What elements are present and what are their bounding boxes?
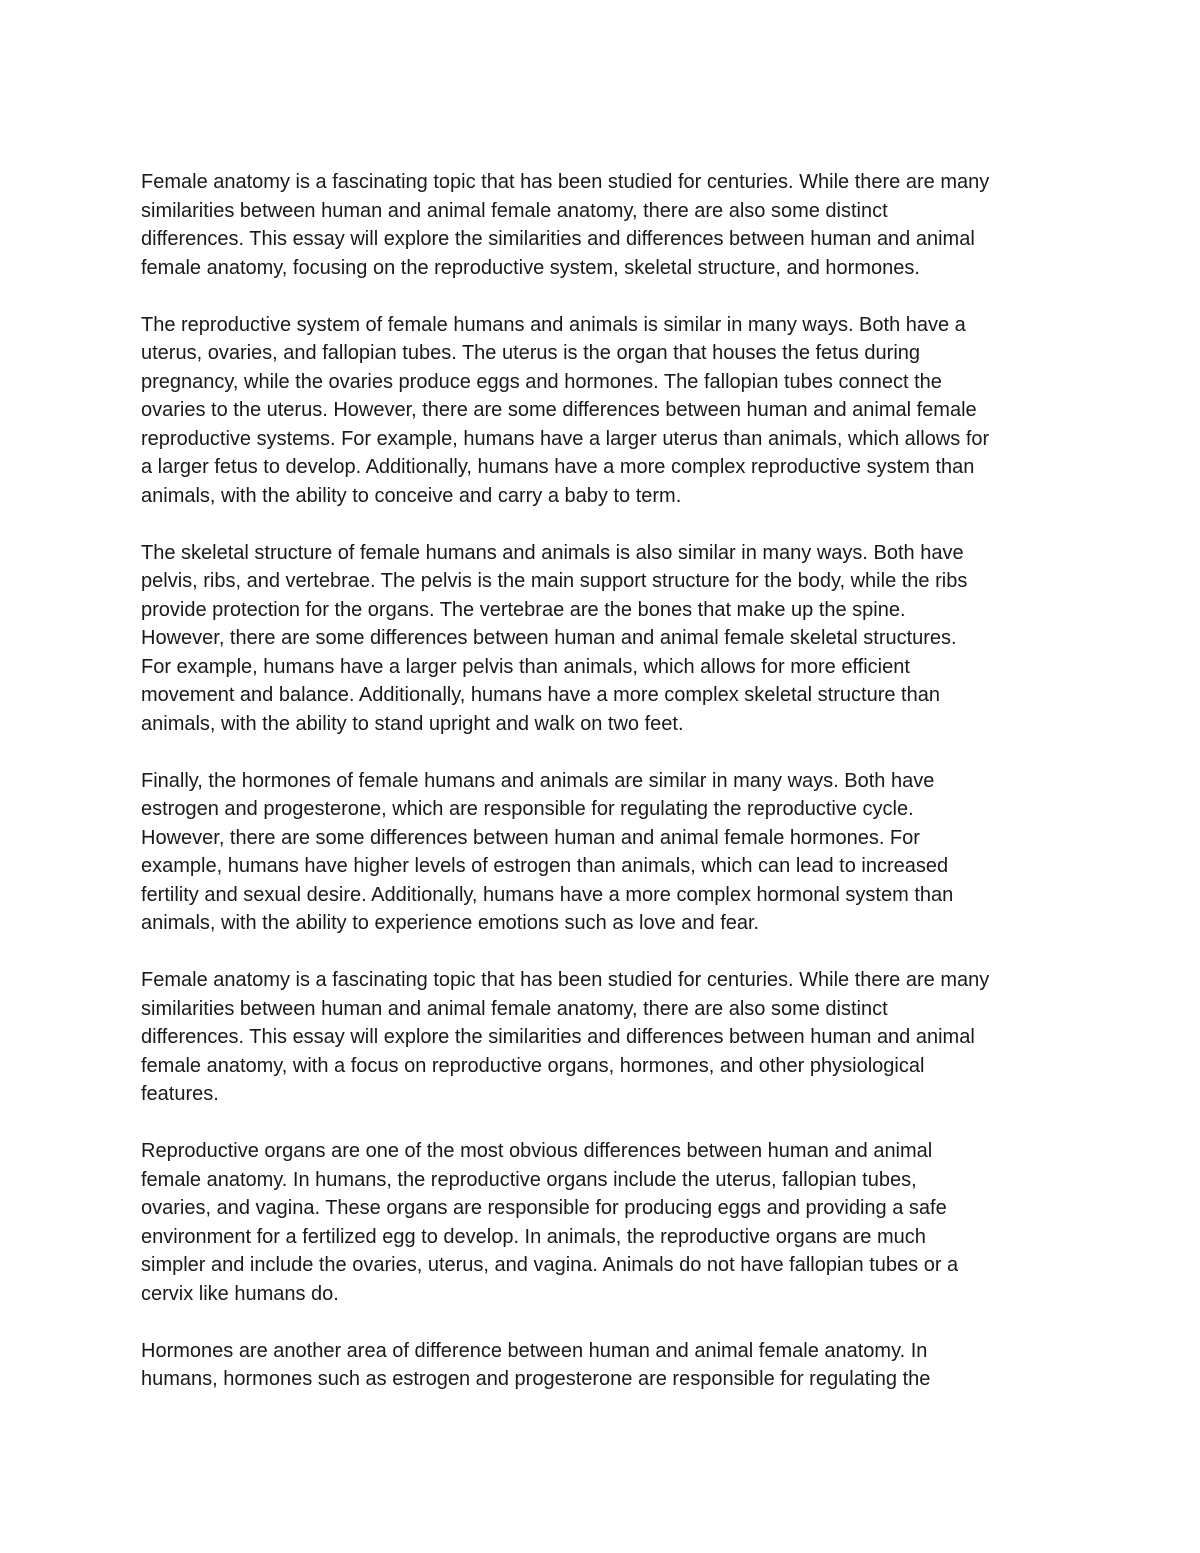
paragraph-intro-repeat: Female anatomy is a fascinating topic that has been studied for centuries. While there are many similarities between human and animal female anatomy, there are also some distinct differences. This essay will explore the similarities and differences between human and animal female anatomy, with a focus on reproductive organs, hormones, and other physiological features. xyxy=(141,969,990,1105)
document-body xyxy=(141,168,1081,1422)
paragraph-hormones-difference: Hormones are another area of difference between human and animal female anatomy. In humans, hormones such as estrogen and progesterone are responsible for regulating the xyxy=(141,1339,931,1390)
paragraph-intro: Female anatomy is a fascinating topic that has been studied for centuries. While there are many similarities between human and animal female anatomy, there are also some distinct differences. This essay will explore the similarities and differences between human and animal female anatomy, focusing on the reproductive system, skeletal structure, and hormones. xyxy=(141,171,990,279)
paragraph-reproductive-system: The reproductive system of female humans and animals is similar in many ways. Both have a uterus, ovaries, and fallopian tubes. The uterus is the organ that houses the fetus during pregnancy, while the ovaries produce eggs and hormones. The fallopian tubes connect the ovaries to the uterus. However, there are some differences between human and animal female reproductive systems. For example, humans have a larger uterus than animals, which allows for a larger fetus to develop. Additionally, humans have a more complex reproductive system than animals, with the ability to conceive and carry a baby to term. xyxy=(141,313,990,507)
paragraph-reproductive-organs: Reproductive organs are one of the most obvious differences between human and animal female anatomy. In humans, the reproductive organs include the uterus, fallopian tubes, ovaries, and vagina. These organs are responsible for producing eggs and providing a safe environment for a fertilized egg to develop. In animals, the reproductive organs are much simpler and include the ovaries, uterus, and vagina. Animals do not have fallopian tubes or a cervix like humans do. xyxy=(141,1140,959,1305)
paragraph-skeletal-structure: The skeletal structure of female humans and animals is also similar in many ways. Both have pelvis, ribs, and vertebrae. The pelvis is the main support structure for the body, while the ribs provide protection for the organs. The vertebrae are the bones that make up the spine. However, there are some differences between human and animal female skeletal structures. For example, humans have a larger pelvis than animals, which allows for more efficient movement and balance. Additionally, humans have a more complex skeletal structure than animals, with the ability to stand upright and walk on two feet. xyxy=(141,541,968,735)
paragraph-hormones: Finally, the hormones of female humans and animals are similar in many ways. Both have estrogen and progesterone, which are responsible for regulating the reproductive cycle. However, there are some differences between human and animal female hormones. For example, humans have higher levels of estrogen than animals, which can lead to increased fertility and sexual desire. Additionally, humans have a more complex hormonal system than animals, with the ability to experience emotions such as love and fear. xyxy=(141,769,954,934)
